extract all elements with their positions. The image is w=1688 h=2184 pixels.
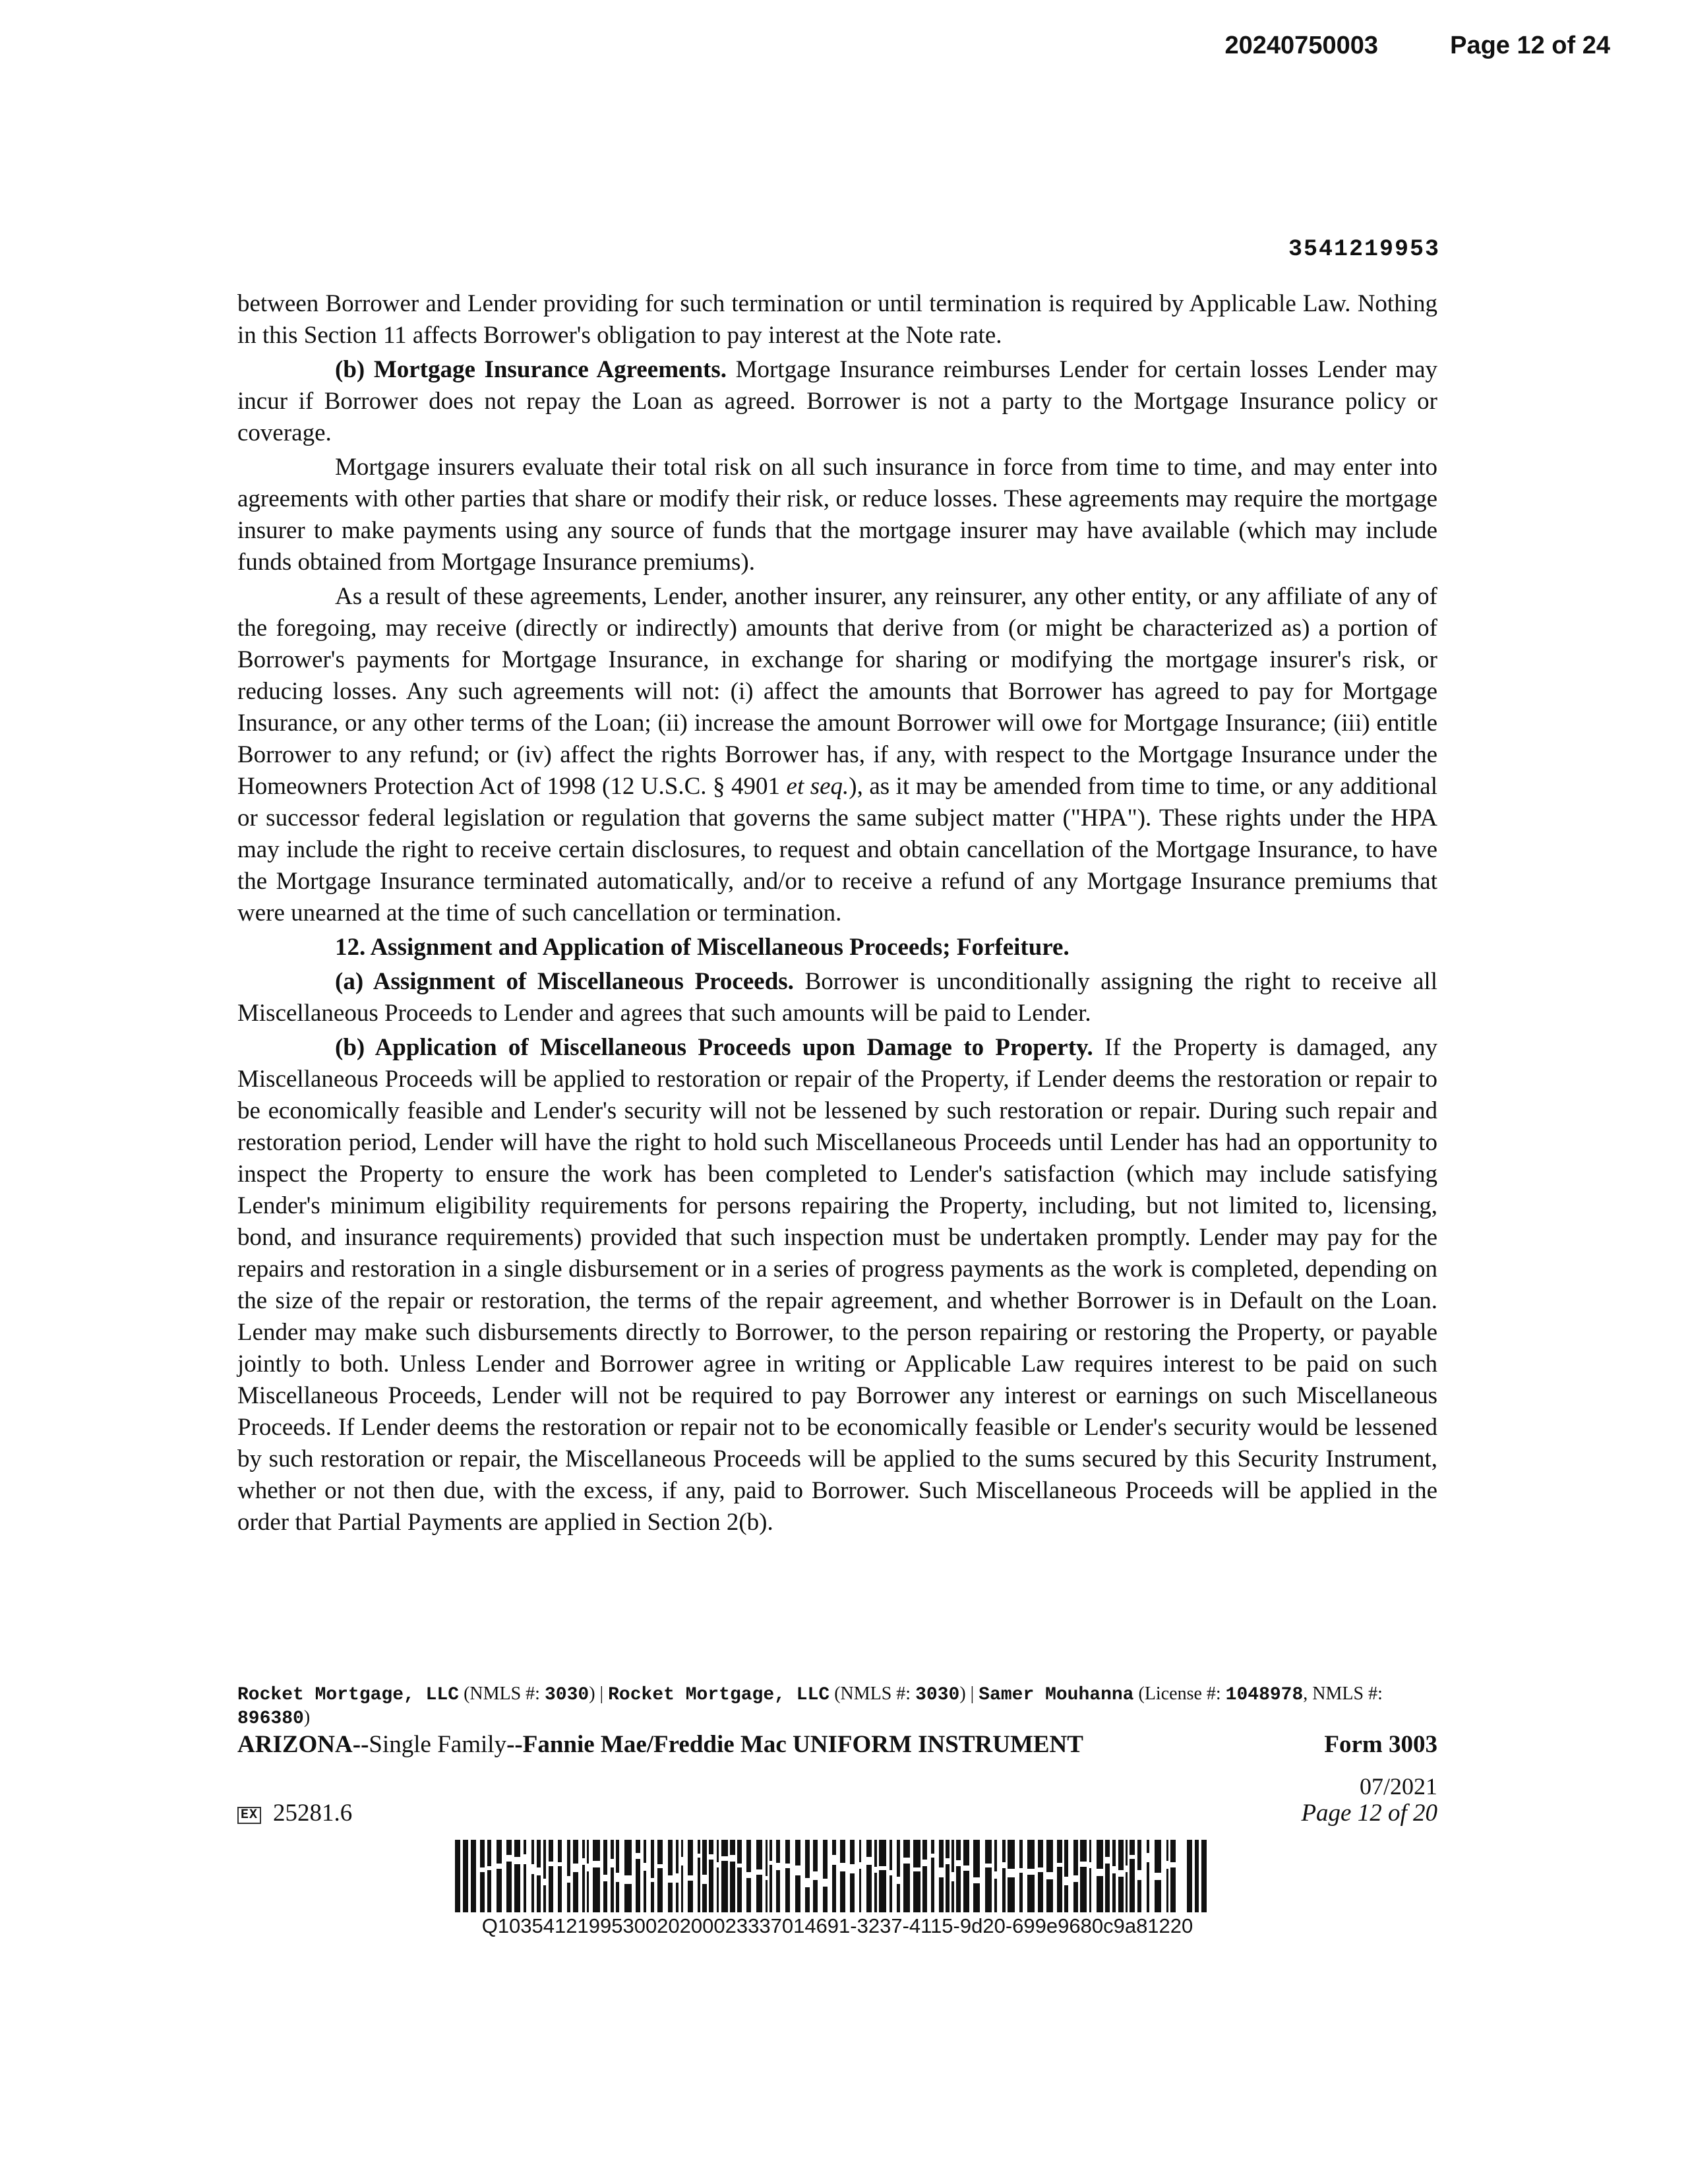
form-page-number: Page 12 of 20 <box>1301 1800 1437 1827</box>
form-revision: 07/2021 <box>1359 1773 1437 1800</box>
form-title-row <box>237 1730 1437 1761</box>
heading-application: (b) Application of Miscellaneous Proceeds upon Damage to Property. <box>335 1034 1093 1061</box>
nmls-number: 3030 <box>915 1685 960 1705</box>
lender-info <box>237 1683 1437 1730</box>
lender-name: Rocket Mortgage, LLC <box>237 1685 460 1705</box>
close-paren: ) <box>303 1707 311 1728</box>
loan-number: 3541219953 <box>1288 236 1440 262</box>
separator: ) | <box>959 1684 979 1704</box>
paragraph-mortgage-insurers: Mortgage insurers evaluate their total risk on all such insurance in force from time to time, and may enter into agreements with other parties that share or modify their risk, or reduce losses. These agreements may require the mortgage insurer to make payments using any source of funds that the mortgage insurer may have available (which may include funds obtained from Mortgage Insurance premiums). <box>237 454 1437 576</box>
form-title <box>237 1730 1083 1759</box>
document-id <box>237 1799 352 1827</box>
paragraph-mortgage-insurance-agreements <box>237 354 1437 449</box>
paragraph-text: Borrower is unconditionally assigning the right to receive all Miscellaneous Proceeds to Lender and agrees that such amounts will be paid to Lender. <box>237 968 1437 1027</box>
nmls-number: 3030 <box>544 1685 589 1705</box>
dash: -- <box>506 1731 523 1758</box>
footer <box>237 1683 1437 1761</box>
barcode-text: Q103541219953002020002333701469​1-3237-4115-9d20-699e9680c9a81220 <box>481 1914 1193 1937</box>
heading-mortgage-insurance-agreements: (b) Mortgage Insurance Agreements. <box>335 356 727 383</box>
paragraph-agreements-result <box>237 581 1437 929</box>
nmls-label: (NMLS #: <box>829 1684 916 1704</box>
paragraph-continuation: between Borrower and Lender providing for such termination or until termination is required by Applicable Law. Nothing in this Section 11 affects Borrower's obligation to pay interest at the Note rate. <box>237 290 1437 349</box>
document-version: 25281.6 <box>273 1800 353 1827</box>
state-name: ARIZONA <box>237 1731 353 1758</box>
form-number: Form 3003 <box>1324 1731 1437 1758</box>
paragraph-text: As a result of these agreements, Lender, another insurer, any reinsurer, any other entity, or any affiliate of any of the foregoing, may receive (directly or indirectly) amounts that derive from (or might be characterized as) a portion of Borrower's payments for Mortgage Insurance, in exchange for sharing or modifying the mortgage insurer's risk, or reducing losses. Any such agreements will not: (i) affect the amounts that Borrower has agreed to pay for Mortgage Insurance, or any other terms of the Loan; (ii) increase the amount Borrower will owe for Mortgage Insurance; (iii) entitle Borrower to any refund; or (iv) affect the rights Borrower has, if any, with respect to the Mortgage Insurance under the Homeowners Protection Act of 1998 (12 U.S.C. § 4901 <box>237 583 1437 800</box>
separator: ) | <box>589 1684 609 1704</box>
license-number: 1048978 <box>1225 1685 1304 1705</box>
paragraph-text: If the Property is damaged, any Miscellaneous Proceeds will be applied to restoration or repair of the Property, if Lender deems the restoration or repair to be economically feasible and Lender's security will not be lessened by such restoration or repair. During such repair and restoration period, Lender will have the right to hold such Miscellaneous Proceeds until Lender has had an opportunity to inspect the Property to ensure the work has been completed to Lender's satisfaction (which may include satisfying Lender's minimum eligibility requirements for persons repairing the Property, including, but not limited to, licensing, bond, and insurance requirements) provided that such inspection must be undertaken promptly. Lender may pay for the repairs and restoration in a single disbursement or in a series of progress payments as the work is completed, depending on the size of the repair or restoration, the terms of the repair agreement, and whether Borrower is in Default on the Loan. Lender may make such disbursements directly to Borrower, to the person repairing or restoring the Property, or payable jointly to both. Unless Lender and Borrower agree in writing or Applicable Law requires interest to be paid on such Miscellaneous Proceeds, Lender will not be required to pay Borrower any interest or earnings on such Miscellaneous Proceeds. If Lender deems the restoration or repair not to be economically feasible or Lender's security would be lessened by such restoration or repair, the Miscellaneous Proceeds will be applied to the sums secured by this Security Instrument, whether or not then due, with the excess, if any, paid to Borrower. Such Miscellaneous Proceeds will be applied in the order that Partial Payments are applied in Section 2(b). <box>237 1034 1437 1536</box>
document-body <box>237 288 1437 1541</box>
section-12-heading <box>237 932 1437 963</box>
et-seq: et seq. <box>786 773 849 800</box>
barcode-image <box>455 1840 1220 1912</box>
property-type: Single Family <box>369 1731 507 1758</box>
ex-icon: EX <box>237 1807 261 1824</box>
license-label: (License #: <box>1133 1684 1226 1704</box>
nmls-label: (NMLS #: <box>459 1684 545 1704</box>
dash: -- <box>352 1731 369 1758</box>
originator-name: Samer Mouhanna <box>979 1685 1134 1705</box>
instrument-name: Fannie Mae/Freddie Mac UNIFORM INSTRUMENT <box>522 1731 1083 1758</box>
paragraph-application <box>237 1032 1437 1538</box>
recording-page-count: Page 12 of 24 <box>1450 32 1610 59</box>
paragraph-assignment <box>237 966 1437 1029</box>
nmls-number: 896380 <box>237 1709 304 1729</box>
paragraph-text: ), as it may be amended from time to time, or any additional or successor federal legislation or regulation that governs the same subject matter ("HPA"). These rights under the HPA may include the right to receive certain disclosures, to request and obtain cancellation of the Mortgage Insurance, to have the Mortgage Insurance terminated automatically, and/or to receive a refund of any Mortgage Insurance premiums that were unearned at the time of such cancellation or termination. <box>237 773 1437 926</box>
heading-section-12: 12. Assignment and Application of Miscellaneous Proceeds; Forfeiture. <box>335 934 1070 961</box>
recording-number: 20240750003 <box>1224 32 1378 59</box>
nmls-label: , NMLS #: <box>1303 1684 1383 1704</box>
paragraph-text: Mortgage Insurance reimburses Lender for certain losses Lender may incur if Borrower does not repay the Loan as agreed. Borrower is not a party to the Mortgage Insurance policy or coverage. <box>237 356 1437 446</box>
lender-name: Rocket Mortgage, LLC <box>608 1685 830 1705</box>
heading-assignment: (a) Assignment of Miscellaneous Proceeds. <box>335 968 794 995</box>
